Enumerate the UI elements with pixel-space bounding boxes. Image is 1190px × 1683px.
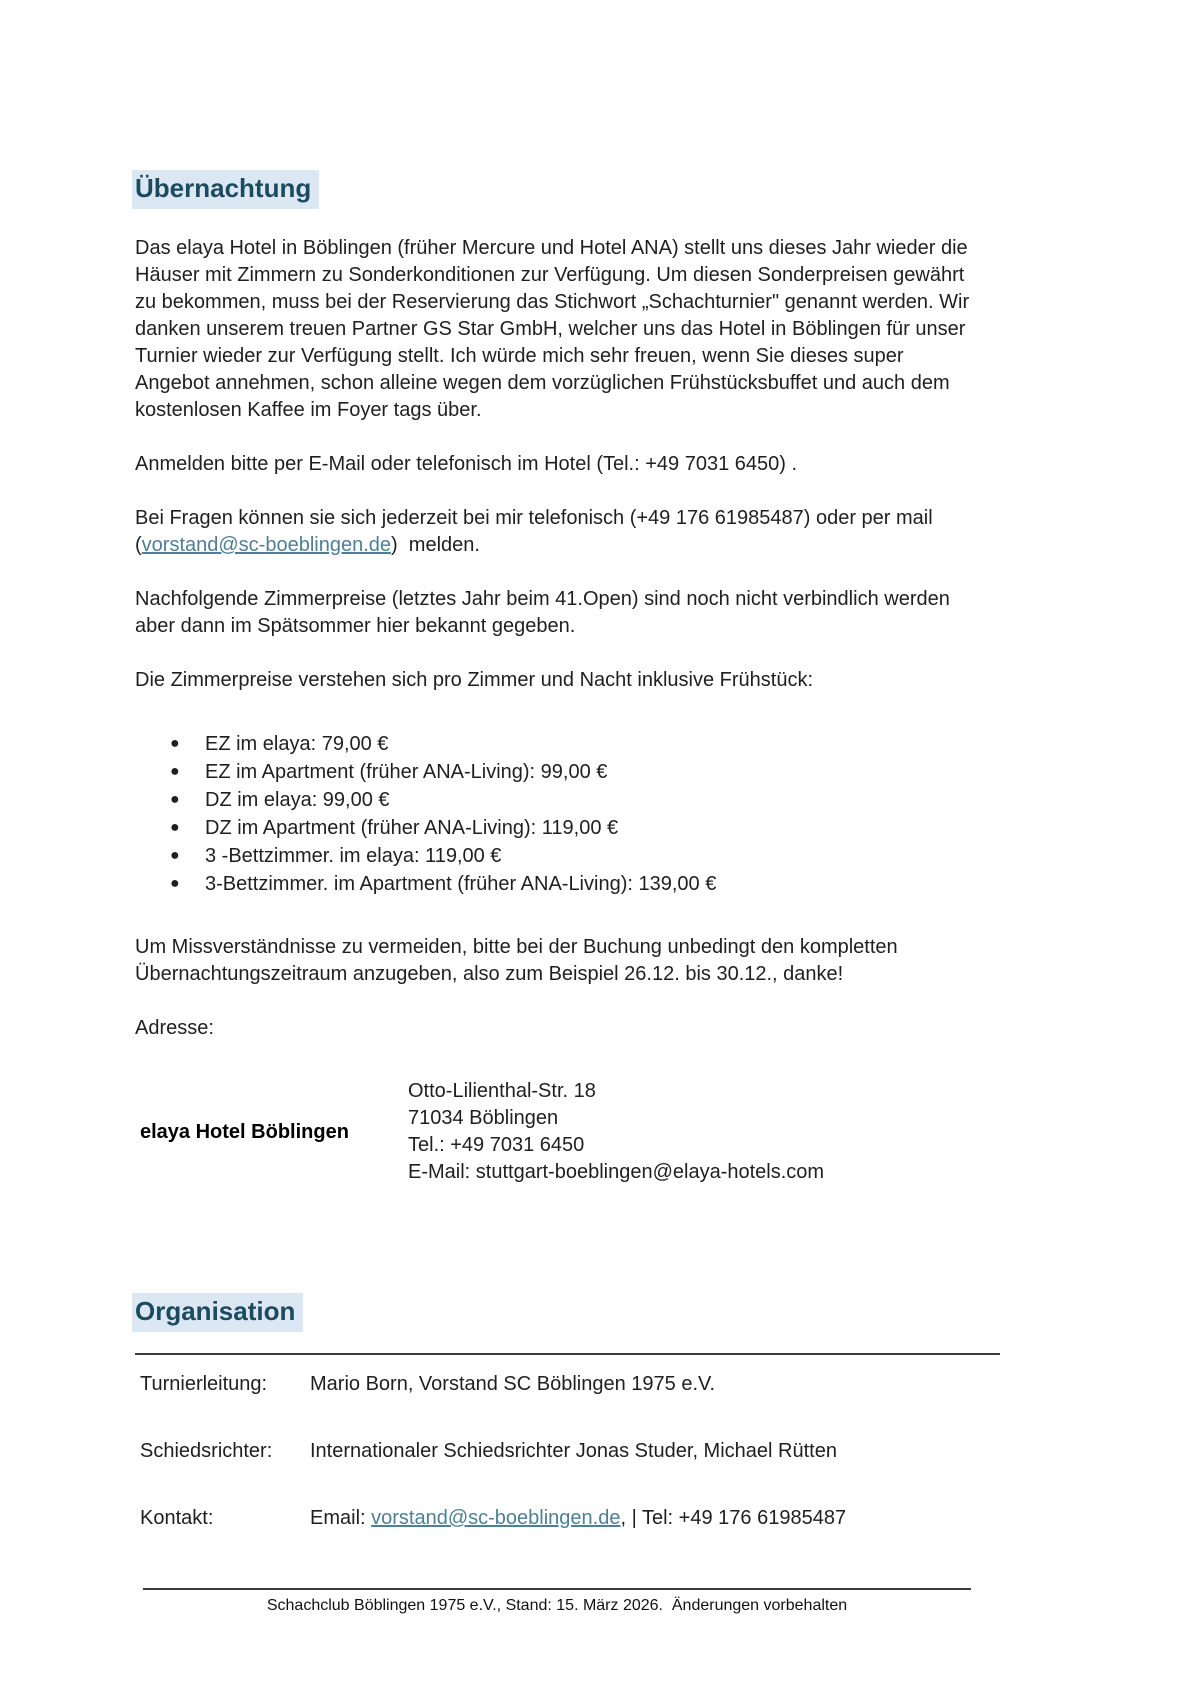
organisation-table bbox=[135, 1353, 1000, 1532]
section-title-organisation-highlight: Organisation bbox=[132, 1293, 303, 1332]
table-row-schiedsrichter bbox=[135, 1438, 1000, 1465]
bullet-icon: ● bbox=[170, 763, 180, 781]
row-value: Mario Born, Vorstand SC Böblingen 1975 e.V. bbox=[310, 1373, 716, 1396]
price-item-text: DZ im Apartment (früher ANA-Living): 119,00 € bbox=[205, 817, 619, 840]
hotel-name: elaya Hotel Böblingen bbox=[140, 1120, 349, 1143]
price-item bbox=[135, 870, 980, 898]
bullet-icon: ● bbox=[170, 875, 180, 893]
paragraph-adresse-label: Adresse: bbox=[135, 1017, 214, 1040]
row-label: Turnierleitung: bbox=[140, 1373, 268, 1396]
bullet-icon: ● bbox=[170, 847, 180, 865]
page-footer bbox=[143, 1588, 971, 1616]
hotel-phone: Tel.: +49 7031 6450 bbox=[408, 1134, 585, 1157]
paragraph-preise-intro: Die Zimmerpreise verstehen sich pro Zimmer und Nacht inklusive Frühstück: bbox=[135, 669, 813, 692]
table-row-turnierleitung bbox=[135, 1371, 1000, 1398]
vorstand-email-link[interactable]: vorstand@sc-boeblingen.de bbox=[141, 534, 392, 557]
paragraph-zimmerpreise-hinweis: Nachfolgende Zimmerpreise (letztes Jahr beim 41.Open) sind noch nicht verbindlich werden aber dann im Spätsommer hier bekannt gegeben. bbox=[135, 588, 950, 638]
price-item-text: DZ im elaya: 99,00 € bbox=[205, 789, 390, 812]
price-item-text: EZ im elaya: 79,00 € bbox=[205, 733, 389, 756]
hotel-email: E-Mail: stuttgart-boeblingen@elaya-hotels.com bbox=[408, 1161, 825, 1184]
section-title-uebernachtung bbox=[135, 170, 980, 209]
table-row-kontakt bbox=[135, 1505, 1000, 1532]
hotel-street: Otto-Lilienthal-Str. 18 bbox=[408, 1080, 596, 1103]
row-value bbox=[310, 1505, 1000, 1532]
paragraph-buchung-hinweis: Um Missverständnisse zu vermeiden, bitte bei der Buchung unbedingt den kompletten Übernachtungszeitraum anzugeben, also zum Beispiel 26.12. bis 30.12., danke! bbox=[135, 936, 898, 986]
price-item-text: EZ im Apartment (früher ANA-Living): 99,00 € bbox=[205, 761, 608, 784]
paragraph-fragen bbox=[135, 505, 980, 559]
price-list bbox=[135, 730, 980, 898]
paragraph-fragen-before: Bei Fragen können sie sich jederzeit bei mir telefonisch (+49 176 61985487) oder per mail ( bbox=[135, 507, 933, 557]
price-item bbox=[135, 814, 980, 842]
price-item bbox=[135, 730, 980, 758]
paragraph-hotel-intro: Das elaya Hotel in Böblingen (früher Mercure und Hotel ANA) stellt uns dieses Jahr wieder die Häuser mit Zimmern zu Sonderkonditionen zur Verfügung. Um diesen Sonderpreisen gewährt zu bekommen, muss bei der Reservierung das Stichwort „Schachturnier" genannt werden. Wir danken unserem treuen Partner GS Star GmbH, welcher uns das Hotel in Böblingen für unser Turnier wieder zur Verfügung stellt. Ich würde mich sehr freuen, wenn Sie dieses super Angebot annehmen, schon alleine wegen dem vorzüglichen Frühstücksbuffet und auch dem kostenlosen Kaffee im Foyer tags über. bbox=[135, 237, 970, 422]
price-item-text: 3 -Bettzimmer. im elaya: 119,00 € bbox=[205, 845, 502, 868]
kontakt-email-link[interactable]: vorstand@sc-boeblingen.de bbox=[371, 1507, 621, 1530]
row-value: Internationaler Schiedsrichter Jonas Studer, Michael Rütten bbox=[310, 1440, 837, 1463]
row-label: Schiedsrichter: bbox=[140, 1440, 273, 1463]
price-item bbox=[135, 842, 980, 870]
bullet-icon: ● bbox=[170, 791, 180, 809]
section-title-uebernachtung-highlight: Übernachtung bbox=[132, 170, 319, 209]
kontakt-value-after: , | Tel: +49 176 61985487 bbox=[620, 1507, 847, 1530]
footer-text: Schachclub Böblingen 1975 e.V., Stand: 15. März 2026. Änderungen vorbehalten bbox=[266, 1597, 848, 1614]
kontakt-value-before: Email: bbox=[310, 1507, 372, 1530]
section-title-organisation bbox=[135, 1293, 1000, 1332]
row-label: Kontakt: bbox=[140, 1507, 214, 1530]
paragraph-anmelden: Anmelden bitte per E-Mail oder telefonisch im Hotel (Tel.: +49 7031 6450) . bbox=[135, 453, 798, 476]
uebernachtung-section bbox=[135, 170, 980, 1186]
bullet-icon: ● bbox=[170, 735, 180, 753]
bullet-icon: ● bbox=[170, 819, 180, 837]
price-item bbox=[135, 758, 980, 786]
organisation-section bbox=[135, 1293, 1000, 1572]
price-item bbox=[135, 786, 980, 814]
hotel-address-block bbox=[135, 1078, 980, 1186]
hotel-address-lines bbox=[408, 1078, 824, 1186]
hotel-city: 71034 Böblingen bbox=[408, 1107, 559, 1130]
paragraph-fragen-after: ) melden. bbox=[391, 534, 480, 557]
price-item-text: 3-Bettzimmer. im Apartment (früher ANA-Living): 139,00 € bbox=[205, 873, 717, 896]
